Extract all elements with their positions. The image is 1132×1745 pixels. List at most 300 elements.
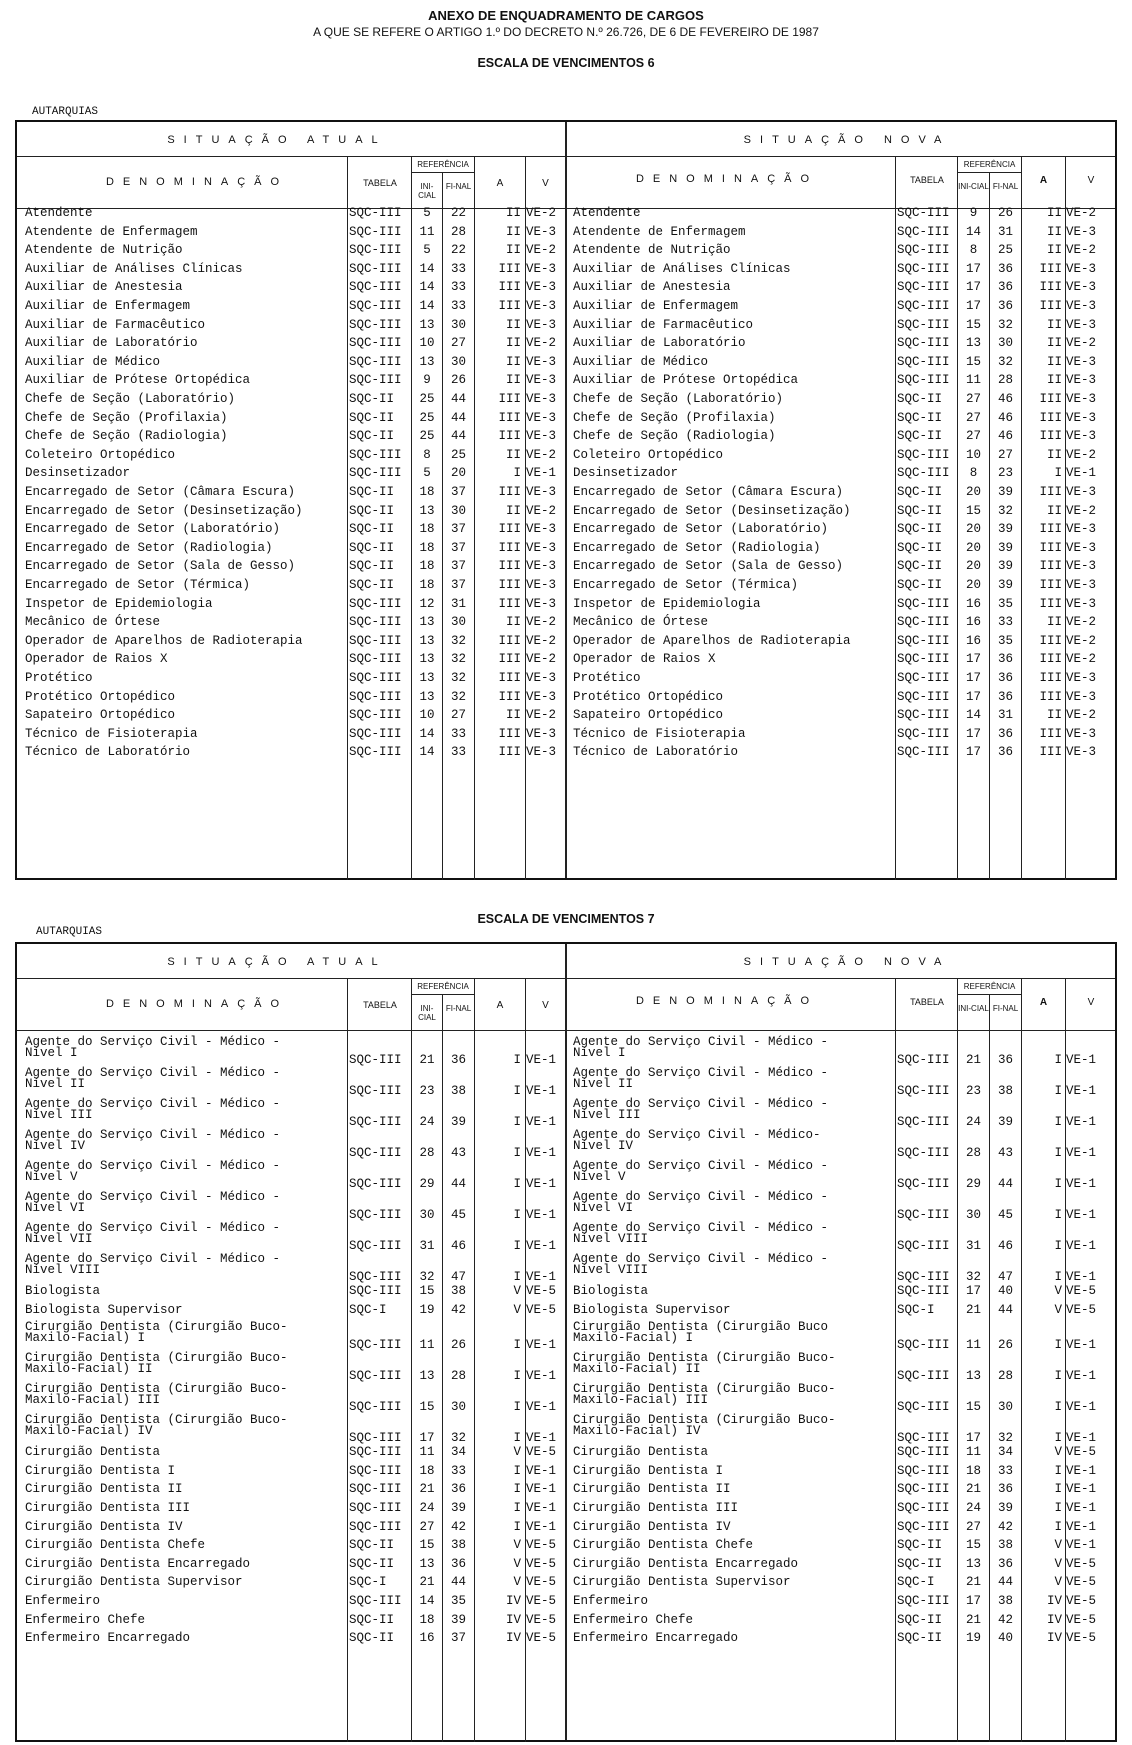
cell-inicial-nova: 20: [965, 522, 981, 537]
cell-tabela-atual: SQC-II: [349, 392, 395, 406]
cell-tabela-nova: SQC-III: [897, 1400, 950, 1415]
cell-a-atual: III: [498, 392, 521, 406]
cell-denominacao-atual: Agente do Serviço Civil - Médico - Nível V: [25, 1159, 281, 1184]
table-row: [17, 466, 1115, 485]
cell-final-nova: 32: [997, 354, 1013, 369]
cell-denominacao-nova: Atendente de Nutrição: [573, 243, 731, 258]
cell-final-atual: 43: [450, 1146, 466, 1160]
cell-denominacao-atual: Protético: [25, 671, 93, 685]
header-v-atual: V: [542, 178, 549, 189]
cell-inicial-atual: 13: [419, 671, 435, 685]
header-inicial-nova: INI-CIAL: [958, 1004, 989, 1013]
header-denominacao-atual: DENOMINAÇÃO: [105, 998, 289, 1010]
cell-denominacao-nova: Encarregado de Setor (Câmara Escura): [573, 485, 844, 499]
cell-a-nova: II: [1046, 317, 1062, 332]
cell-final-atual: 39: [450, 1612, 466, 1627]
cell-final-nova: 36: [997, 1053, 1013, 1067]
cell-tabela-atual: SQC-III: [349, 317, 402, 332]
table-row: [17, 541, 1115, 560]
cell-final-atual: 37: [450, 1631, 466, 1646]
cell-final-nova: 33: [997, 615, 1013, 630]
cell-a-atual: I: [513, 1084, 521, 1098]
cell-tabela-nova: SQC-III: [897, 689, 950, 704]
cell-denominacao-atual: Cirurgião Dentista III: [25, 1501, 191, 1515]
cell-inicial-nova: 21: [965, 1575, 981, 1590]
cell-final-atual: 42: [450, 1519, 466, 1534]
cell-a-atual: II: [505, 206, 521, 220]
cell-denominacao-atual: Agente do Serviço Civil - Médico - Nível VII: [25, 1221, 281, 1246]
cell-inicial-atual: 15: [419, 1538, 435, 1553]
cell-inicial-nova: 20: [965, 485, 981, 499]
cell-tabela-atual: SQC-III: [349, 726, 402, 741]
cell-inicial-atual: 14: [419, 745, 435, 760]
table-row: [17, 485, 1115, 504]
cell-inicial-atual: 29: [419, 1177, 435, 1191]
cell-inicial-atual: 13: [419, 1556, 435, 1571]
cell-inicial-nova: 10: [965, 447, 981, 462]
cell-final-nova: 35: [997, 596, 1013, 611]
cell-tabela-nova: SQC-III: [897, 1445, 950, 1460]
cell-v-atual: VE-5: [526, 1302, 557, 1317]
cell-final-nova: 38: [997, 1084, 1013, 1098]
cell-tabela-atual: SQC-III: [349, 336, 402, 351]
cell-tabela-nova: SQC-III: [897, 708, 950, 723]
header-referencia-nova: REFERÊNCIA: [963, 160, 1016, 169]
cell-v-atual: VE-3: [526, 578, 557, 592]
cell-final-atual: 33: [450, 261, 466, 276]
table-row: [17, 597, 1115, 616]
table-row: [17, 1352, 1115, 1383]
cell-inicial-nova: 17: [965, 745, 981, 760]
cell-inicial-atual: 12: [419, 596, 435, 611]
cell-v-atual: VE-3: [526, 689, 557, 704]
cell-a-atual: II: [505, 615, 521, 630]
cell-denominacao-nova: Auxiliar de Anestesia: [573, 280, 731, 295]
cell-denominacao-nova: Cirurgião Dentista II: [573, 1482, 731, 1497]
cell-a-nova: III: [1039, 299, 1062, 313]
cell-inicial-nova: 14: [965, 708, 981, 723]
cell-a-atual: IV: [505, 1631, 521, 1646]
cell-tabela-nova: SQC-III: [897, 615, 950, 630]
cell-a-atual: II: [505, 708, 521, 723]
cell-tabela-atual: SQC-II: [349, 1631, 395, 1646]
cell-final-nova: 31: [997, 224, 1013, 239]
cell-inicial-atual: 24: [419, 1501, 435, 1515]
cell-denominacao-nova: Auxiliar de Farmacêutico: [573, 317, 754, 332]
cell-tabela-atual: SQC-III: [349, 633, 402, 648]
header-a-nova: A: [1039, 997, 1048, 1008]
cell-a-atual: III: [498, 429, 521, 444]
cell-v-atual: VE-1: [526, 1084, 557, 1098]
cell-denominacao-atual: Chefe de Seção (Profilaxia): [25, 410, 228, 425]
cell-inicial-atual: 25: [419, 392, 435, 406]
cell-a-nova: I: [1054, 1519, 1062, 1534]
cell-tabela-nova: SQC-III: [897, 1270, 950, 1284]
cell-final-atual: 22: [450, 206, 466, 220]
cell-denominacao-atual: Agente do Serviço Civil - Médico - Nível VIII: [25, 1252, 281, 1277]
cell-final-atual: 34: [450, 1445, 466, 1460]
cell-v-nova: VE-2: [1066, 708, 1097, 723]
cell-inicial-nova: 8: [969, 243, 978, 258]
table-row: [17, 1160, 1115, 1191]
cell-inicial-nova: 21: [965, 1053, 981, 1067]
cell-denominacao-atual: Operador de Aparelhos de Radioterapia: [25, 633, 303, 648]
cell-inicial-nova: 17: [965, 299, 981, 313]
cell-final-atual: 33: [450, 299, 466, 313]
cell-denominacao-nova: Protético Ortopédico: [573, 689, 724, 704]
header-situacao-atual: SITUAÇÃO ATUAL: [167, 956, 387, 968]
cell-final-atual: 37: [450, 485, 466, 499]
cell-denominacao-nova: Enfermeiro: [573, 1594, 649, 1608]
cell-tabela-atual: SQC-I: [349, 1575, 387, 1590]
cell-denominacao-atual: Técnico de Fisioterapia: [25, 726, 198, 741]
cell-a-atual: I: [513, 1208, 521, 1222]
cell-a-atual: I: [513, 1177, 521, 1191]
table-row: [17, 690, 1115, 709]
cell-denominacao-nova: Auxiliar de Enfermagem: [573, 299, 739, 313]
cell-tabela-nova: SQC-III: [897, 336, 950, 351]
cell-v-nova: VE-3: [1066, 410, 1097, 425]
cell-final-atual: 32: [450, 652, 466, 667]
cell-inicial-nova: 17: [965, 280, 981, 295]
cell-v-atual: VE-3: [526, 485, 557, 499]
cell-inicial-nova: 13: [965, 336, 981, 351]
cell-inicial-atual: 18: [419, 522, 435, 537]
cell-a-atual: III: [498, 633, 521, 648]
cell-inicial-nova: 11: [965, 1338, 981, 1353]
cell-denominacao-nova: Biologista Supervisor: [573, 1302, 731, 1317]
scale6-section-label: AUTARQUIAS: [32, 106, 99, 118]
cell-inicial-atual: 25: [419, 410, 435, 425]
cell-v-nova: VE-1: [1066, 1115, 1097, 1129]
cell-final-nova: 40: [997, 1284, 1013, 1298]
cell-denominacao-atual: Auxiliar de Enfermagem: [25, 299, 191, 313]
cell-a-nova: III: [1039, 596, 1062, 611]
cell-tabela-nova: SQC-III: [897, 1431, 950, 1446]
cell-denominacao-atual: Encarregado de Setor (Térmica): [25, 578, 251, 592]
cell-a-atual: III: [498, 485, 521, 499]
cell-a-nova: II: [1046, 224, 1062, 239]
cell-a-atual: V: [513, 1556, 521, 1571]
cell-tabela-atual: SQC-III: [349, 1501, 402, 1515]
header-a-atual: A: [496, 178, 504, 189]
cell-v-atual: VE-2: [526, 447, 557, 462]
cell-final-atual: 33: [450, 726, 466, 741]
scale6-table: [15, 120, 1117, 880]
table-row: [17, 1594, 1115, 1613]
cell-v-nova: VE-3: [1066, 726, 1097, 741]
cell-v-nova: VE-2: [1066, 336, 1097, 351]
cell-a-nova: I: [1054, 1177, 1062, 1191]
cell-tabela-nova: SQC-III: [897, 633, 950, 648]
cell-denominacao-nova: Agente do Serviço Civil - Médico - Nível I: [573, 1035, 829, 1060]
cell-final-nova: 38: [997, 1594, 1013, 1608]
cell-a-nova: I: [1054, 1501, 1062, 1515]
cell-denominacao-atual: Biologista Supervisor: [25, 1302, 183, 1317]
cell-final-nova: 28: [997, 1369, 1013, 1384]
cell-v-nova: VE-5: [1066, 1594, 1097, 1608]
cell-tabela-atual: SQC-III: [349, 652, 402, 667]
document-subtitle: A QUE SE REFERE O ARTIGO 1.º DO DECRETO N.º 26.726, DE 6 DE FEVEREIRO DE 1987: [313, 25, 819, 39]
cell-tabela-nova: SQC-III: [897, 652, 950, 667]
cell-a-atual: III: [498, 745, 521, 760]
cell-inicial-atual: 18: [419, 540, 435, 555]
cell-v-atual: VE-2: [526, 652, 557, 667]
cell-inicial-atual: 10: [419, 708, 435, 723]
cell-denominacao-atual: Agente do Serviço Civil - Médico - Nível III: [25, 1097, 281, 1122]
cell-inicial-atual: 13: [419, 652, 435, 667]
cell-a-atual: III: [498, 280, 521, 295]
cell-inicial-nova: 27: [965, 1519, 981, 1534]
cell-v-nova: VE-1: [1066, 1208, 1097, 1222]
cell-v-nova: VE-5: [1066, 1631, 1097, 1646]
cell-a-nova: II: [1046, 615, 1062, 630]
cell-denominacao-nova: Chefe de Seção (Laboratório): [573, 392, 784, 406]
cell-final-nova: 35: [997, 633, 1013, 648]
cell-a-nova: I: [1054, 1400, 1062, 1415]
scale6-title: ESCALA DE VENCIMENTOS 6: [477, 56, 655, 70]
cell-denominacao-atual: Cirurgião Dentista (Cirurgião Buco- Maxilo-Facial) IV: [25, 1413, 288, 1439]
cell-a-atual: I: [513, 1146, 521, 1160]
cell-denominacao-nova: Encarregado de Setor (Laboratório): [573, 522, 829, 537]
cell-inicial-nova: 18: [965, 1463, 981, 1478]
cell-a-atual: I: [513, 1270, 521, 1284]
cell-a-atual: II: [505, 336, 521, 351]
cell-tabela-atual: SQC-III: [349, 299, 402, 313]
cell-a-atual: IV: [505, 1594, 521, 1608]
scale7-title: ESCALA DE VENCIMENTOS 7: [477, 912, 655, 926]
cell-tabela-nova: SQC-III: [897, 224, 950, 239]
cell-a-nova: III: [1039, 726, 1062, 741]
cell-v-atual: VE-2: [526, 206, 557, 220]
cell-inicial-atual: 13: [419, 354, 435, 369]
cell-denominacao-nova: Biologista: [573, 1284, 649, 1298]
cell-a-nova: III: [1039, 392, 1062, 406]
table-row: [17, 1631, 1115, 1650]
cell-v-atual: VE-3: [526, 522, 557, 537]
table-row: [17, 1129, 1115, 1160]
cell-denominacao-atual: Cirurgião Dentista (Cirurgião Buco- Maxilo-Facial) II: [25, 1351, 288, 1377]
cell-a-atual: III: [498, 559, 521, 574]
cell-tabela-atual: SQC-III: [349, 671, 402, 685]
cell-inicial-atual: 18: [419, 578, 435, 592]
cell-a-nova: II: [1046, 447, 1062, 462]
cell-tabela-nova: SQC-III: [897, 243, 950, 258]
header-v-atual: V: [542, 1000, 549, 1011]
cell-inicial-nova: 17: [965, 671, 981, 685]
cell-inicial-nova: 17: [965, 1594, 981, 1608]
cell-final-atual: 44: [450, 1575, 466, 1590]
cell-v-atual: VE-5: [526, 1445, 557, 1460]
cell-tabela-nova: SQC-III: [897, 466, 950, 481]
cell-v-nova: VE-2: [1066, 633, 1097, 648]
cell-v-nova: VE-1: [1066, 1146, 1097, 1160]
table-row: [17, 1445, 1115, 1464]
cell-denominacao-atual: Encarregado de Setor (Sala de Gesso): [25, 559, 296, 574]
cell-inicial-nova: 8: [969, 466, 978, 481]
cell-tabela-atual: SQC-III: [349, 689, 402, 704]
cell-final-nova: 43: [997, 1146, 1013, 1160]
cell-tabela-atual: SQC-III: [349, 280, 402, 295]
cell-final-nova: 30: [997, 336, 1013, 351]
cell-a-atual: III: [498, 522, 521, 537]
cell-final-atual: 31: [450, 596, 466, 611]
cell-inicial-atual: 18: [419, 1463, 435, 1478]
cell-a-atual: V: [513, 1445, 521, 1460]
cell-tabela-atual: SQC-III: [349, 1369, 402, 1384]
cell-tabela-atual: SQC-III: [349, 1239, 402, 1253]
header-referencia-atual: REFERÊNCIA: [417, 982, 469, 991]
cell-a-atual: IV: [505, 1612, 521, 1627]
cell-v-nova: VE-1: [1066, 1369, 1097, 1384]
cell-denominacao-nova: Enfermeiro Encarregado: [573, 1631, 739, 1646]
cell-final-nova: 31: [997, 708, 1013, 723]
cell-final-nova: 36: [997, 726, 1013, 741]
cell-final-atual: 33: [450, 280, 466, 295]
cell-tabela-atual: SQC-II: [349, 503, 395, 518]
cell-inicial-atual: 13: [419, 633, 435, 648]
cell-final-atual: 46: [450, 1239, 466, 1253]
cell-a-atual: I: [513, 1053, 521, 1067]
cell-final-atual: 26: [450, 1338, 466, 1353]
table-row: [17, 1222, 1115, 1253]
cell-denominacao-atual: Enfermeiro Chefe: [25, 1612, 146, 1627]
cell-final-atual: 36: [450, 1482, 466, 1497]
header-inicial-nova: INI-CIAL: [958, 182, 989, 191]
cell-a-atual: I: [513, 1115, 521, 1129]
cell-a-atual: III: [498, 540, 521, 555]
table-row: [17, 1098, 1115, 1129]
cell-inicial-nova: 32: [965, 1270, 981, 1284]
cell-v-atual: VE-3: [526, 299, 557, 313]
cell-inicial-nova: 17: [965, 1284, 981, 1298]
cell-a-atual: II: [505, 317, 521, 332]
cell-final-nova: 39: [997, 559, 1013, 574]
header-tabela-nova: TABELA: [910, 997, 944, 1007]
cell-final-nova: 30: [997, 1400, 1013, 1415]
cell-a-atual: V: [513, 1284, 521, 1298]
document-title: ANEXO DE ENQUADRAMENTO DE CARGOS: [428, 8, 704, 23]
cell-v-atual: VE-1: [526, 466, 557, 481]
cell-final-nova: 32: [997, 503, 1013, 518]
cell-denominacao-nova: Cirurgião Dentista (Cirurgião Buco- Maxilo-Facial) III: [573, 1382, 836, 1408]
cell-inicial-nova: 19: [965, 1631, 981, 1646]
cell-inicial-atual: 10: [419, 336, 435, 351]
cell-final-nova: 26: [997, 206, 1013, 220]
cell-final-atual: 38: [450, 1084, 466, 1098]
cell-v-atual: VE-3: [526, 410, 557, 425]
cell-v-nova: VE-1: [1066, 1053, 1097, 1067]
cell-denominacao-atual: Atendente de Nutrição: [25, 243, 183, 258]
cell-final-atual: 25: [450, 447, 466, 462]
cell-v-nova: VE-3: [1066, 522, 1097, 537]
table-row: [17, 504, 1115, 523]
cell-denominacao-atual: Encarregado de Setor (Câmara Escura): [25, 485, 296, 499]
header-final-nova: FI-NAL: [992, 1004, 1019, 1013]
cell-a-nova: V: [1054, 1575, 1062, 1590]
cell-tabela-atual: SQC-III: [349, 466, 402, 481]
cell-v-nova: VE-3: [1066, 485, 1097, 499]
table-row: [17, 411, 1115, 430]
cell-denominacao-nova: Mecânico de Órtese: [573, 615, 709, 630]
cell-v-atual: VE-1: [526, 1177, 557, 1191]
cell-v-atual: VE-2: [526, 615, 557, 630]
cell-a-nova: V: [1054, 1445, 1062, 1460]
cell-denominacao-atual: Cirurgião Dentista (Cirurgião Buco- Maxilo-Facial) I: [25, 1320, 288, 1346]
cell-final-nova: 46: [997, 410, 1013, 425]
table-row: [17, 745, 1115, 764]
table-row: [17, 448, 1115, 467]
cell-tabela-nova: SQC-III: [897, 1084, 950, 1098]
cell-tabela-nova: SQC-II: [897, 392, 943, 406]
cell-tabela-atual: SQC-I: [349, 1302, 387, 1317]
cell-v-nova: VE-2: [1066, 447, 1097, 462]
cell-final-atual: 45: [450, 1208, 466, 1222]
cell-inicial-nova: 27: [965, 429, 981, 444]
header-inicial-atual: INI-CIAL: [418, 182, 436, 200]
cell-v-atual: VE-3: [526, 429, 557, 444]
table-row: [17, 336, 1115, 355]
cell-tabela-atual: SQC-II: [349, 1612, 395, 1627]
cell-denominacao-nova: Agente do Serviço Civil - Médico - Nível III: [573, 1097, 829, 1122]
cell-denominacao-atual: Cirurgião Dentista (Cirurgião Buco- Maxilo-Facial) III: [25, 1382, 288, 1408]
cell-final-atual: 44: [450, 1177, 466, 1191]
cell-v-atual: VE-1: [526, 1239, 557, 1253]
cell-denominacao-atual: Chefe de Seção (Laboratório): [25, 392, 236, 406]
cell-v-atual: VE-5: [526, 1284, 557, 1298]
cell-final-nova: 46: [997, 429, 1013, 444]
cell-v-atual: VE-2: [526, 708, 557, 723]
cell-denominacao-atual: Coleteiro Ortopédico: [25, 447, 176, 462]
table-row: [17, 1383, 1115, 1414]
cell-final-nova: 36: [997, 261, 1013, 276]
cell-tabela-nova: SQC-III: [897, 671, 950, 685]
cell-denominacao-nova: Desinsetizador: [573, 466, 679, 481]
cell-tabela-atual: SQC-II: [349, 540, 395, 555]
header-tabela-atual: TABELA: [363, 178, 397, 188]
cell-tabela-atual: SQC-III: [349, 1284, 402, 1298]
cell-v-nova: VE-3: [1066, 354, 1097, 369]
cell-a-nova: V: [1054, 1284, 1062, 1298]
cell-v-nova: VE-1: [1066, 1431, 1097, 1446]
table-row: [17, 1501, 1115, 1520]
cell-a-atual: V: [513, 1302, 521, 1317]
cell-final-nova: 42: [997, 1612, 1013, 1627]
scale7-section-label: AUTARQUIAS: [36, 926, 103, 938]
cell-inicial-nova: 20: [965, 578, 981, 592]
cell-inicial-atual: 14: [419, 299, 435, 313]
cell-tabela-atual: SQC-III: [349, 1400, 402, 1415]
cell-v-atual: VE-1: [526, 1208, 557, 1222]
cell-final-nova: 27: [997, 447, 1013, 462]
cell-final-nova: 40: [997, 1631, 1013, 1646]
cell-v-atual: VE-5: [526, 1538, 557, 1553]
cell-denominacao-nova: Agente do Serviço Civil - Médico - Nível VIII: [573, 1221, 829, 1246]
header-referencia-atual: REFERÊNCIA: [417, 160, 469, 169]
cell-final-nova: 32: [997, 317, 1013, 332]
cell-a-atual: I: [513, 1482, 521, 1497]
cell-denominacao-atual: Enfermeiro: [25, 1594, 101, 1608]
cell-denominacao-nova: Cirurgião Dentista III: [573, 1501, 739, 1515]
cell-v-atual: VE-3: [526, 726, 557, 741]
cell-denominacao-atual: Operador de Raios X: [25, 652, 168, 667]
cell-a-nova: I: [1054, 1431, 1062, 1446]
cell-v-atual: VE-3: [526, 559, 557, 574]
cell-a-nova: III: [1039, 745, 1062, 760]
cell-a-nova: II: [1046, 354, 1062, 369]
cell-v-nova: VE-5: [1066, 1302, 1097, 1317]
header-situacao-nova: SITUAÇÃO NOVA: [743, 134, 951, 146]
